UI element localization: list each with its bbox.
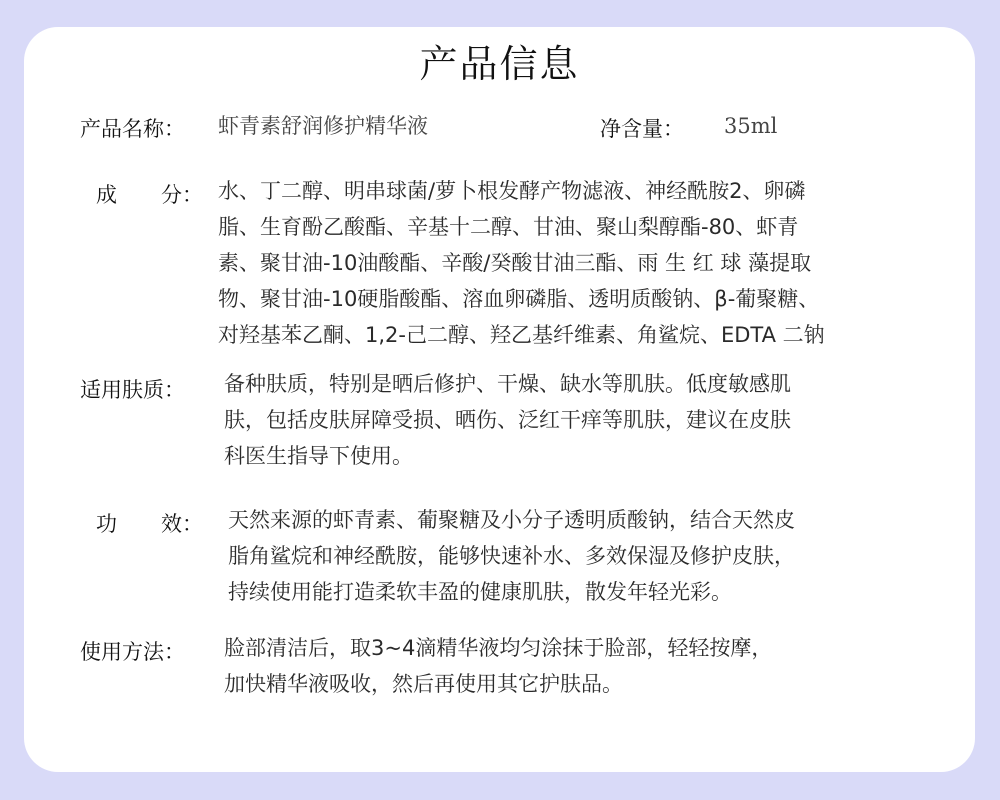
ingredients-line: 物、聚甘油-10硬脂酸酯、溶血卵磷脂、透明质酸钠、β-葡聚糖、 xyxy=(218,287,820,311)
skin-type-text xyxy=(224,366,791,474)
product-name-value: 虾青素舒润修护精华液 xyxy=(218,114,428,138)
ingredients-line: 素、聚甘油-10油酸酯、辛酸/癸酸甘油三酯、雨 生 红 球 藻提取 xyxy=(218,251,812,275)
efficacy-line: 持续使用能打造柔软丰盈的健康肌肤，散发年轻光彩。 xyxy=(228,580,732,604)
efficacy-text xyxy=(228,502,795,610)
ingredients-label xyxy=(96,179,203,209)
usage-line: 脸部清洁后，取3~4滴精华液均匀涂抹于脸部，轻轻按摩， xyxy=(224,636,773,660)
product-info-card xyxy=(24,27,975,772)
efficacy-label-part-1: 功 xyxy=(96,512,117,536)
usage-line: 加快精华液吸收，然后再使用其它护肤品。 xyxy=(224,672,623,696)
ingredients-line: 水、丁二醇、明串球菌/萝卜根发酵产物滤液、神经酰胺2、卵磷 xyxy=(218,179,806,203)
net-content-value: 35ml xyxy=(724,114,778,138)
ingredients-line: 对羟基苯乙酮、1,2-己二醇、羟乙基纤维素、角鲨烷、EDTA 二钠 xyxy=(218,323,825,347)
ingredients-label-part-2: 分： xyxy=(161,183,203,207)
net-content-label: 净含量： xyxy=(600,117,684,141)
skin-type-line: 肤，包括皮肤屏障受损、晒伤、泛红干痒等肌肤，建议在皮肤 xyxy=(224,408,791,432)
efficacy-line: 脂角鲨烷和神经酰胺，能够快速补水、多效保湿及修护皮肤， xyxy=(228,544,795,568)
page-title: 产品信息 xyxy=(419,42,580,86)
usage-label: 使用方法： xyxy=(80,640,185,664)
skin-type-line: 备种肤质，特别是晒后修护、干燥、缺水等肌肤。低度敏感肌 xyxy=(224,372,791,396)
efficacy-line: 天然来源的虾青素、葡聚糖及小分子透明质酸钠，结合天然皮 xyxy=(228,508,795,532)
ingredients-text xyxy=(218,173,825,353)
usage-text xyxy=(224,630,772,702)
efficacy-label-part-2: 效： xyxy=(161,512,203,536)
skin-type-line: 科医生指导下使用。 xyxy=(224,444,413,468)
skin-type-label: 适用肤质： xyxy=(80,378,185,402)
ingredients-line: 脂、生育酚乙酸酯、辛基十二醇、甘油、聚山梨醇酯-80、虾青 xyxy=(218,215,799,239)
ingredients-label-part-1: 成 xyxy=(96,183,117,207)
product-name-label: 产品名称： xyxy=(80,117,185,141)
efficacy-label xyxy=(96,508,203,538)
